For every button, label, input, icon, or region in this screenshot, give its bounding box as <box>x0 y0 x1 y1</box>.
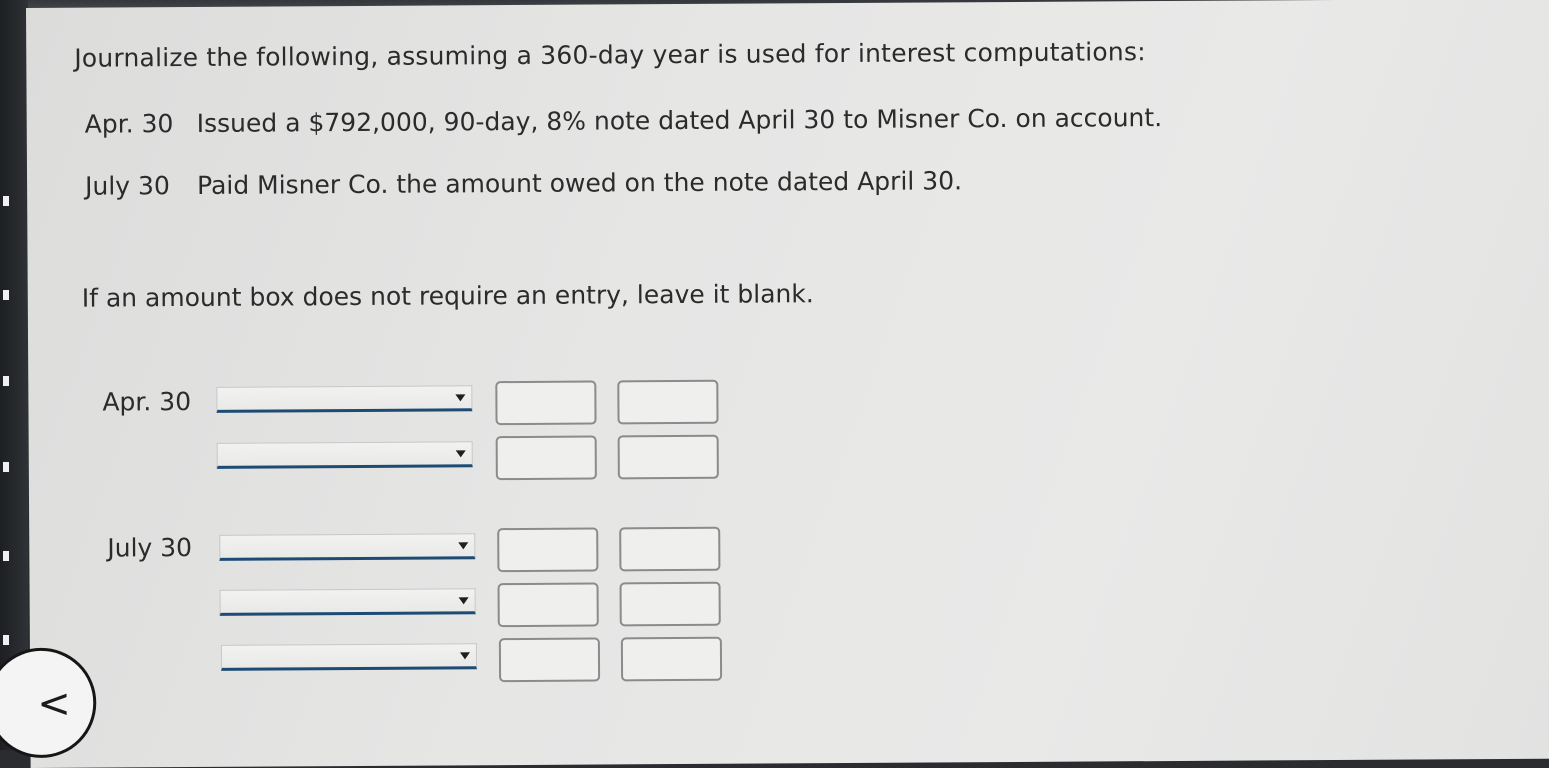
debit-amount-input[interactable] <box>495 381 596 426</box>
debit-amount-input[interactable] <box>497 528 598 573</box>
debit-amount-input[interactable] <box>496 436 597 481</box>
account-select[interactable] <box>219 533 475 561</box>
account-select[interactable] <box>221 643 477 671</box>
transaction-apr-30 <box>85 103 1163 139</box>
transaction-text: Paid Misner Co. the amount owed on the note dated April 30. <box>196 166 963 200</box>
entry-date-july-30: July 30 <box>107 532 193 563</box>
problem-panel <box>26 0 1549 768</box>
chevron-down-icon <box>458 542 468 549</box>
chevron-down-icon <box>455 394 465 401</box>
transaction-text: Issued a $792,000, 90-day, 8% note dated April 30 to Misner Co. on account. <box>196 103 1163 138</box>
account-select[interactable] <box>220 588 476 616</box>
chevron-down-icon <box>459 597 469 604</box>
credit-amount-input[interactable] <box>621 637 722 682</box>
account-select[interactable] <box>217 441 473 469</box>
back-button[interactable] <box>0 648 97 759</box>
transaction-july-30 <box>85 166 962 200</box>
account-select[interactable] <box>216 385 472 413</box>
chevron-left-icon: < <box>37 680 71 727</box>
chevron-down-icon <box>456 450 466 457</box>
transaction-date: July 30 <box>85 171 170 201</box>
credit-amount-input[interactable] <box>620 582 721 627</box>
instruction-text: If an amount box does not require an entry, leave it blank. <box>81 279 814 313</box>
entry-date-apr-30: Apr. 30 <box>102 386 192 417</box>
monitor-bezel-left <box>0 0 28 750</box>
credit-amount-input[interactable] <box>618 435 719 480</box>
debit-amount-input[interactable] <box>498 583 599 628</box>
question-text: Journalize the following, assuming a 360-day year is used for interest computations: <box>74 37 1146 73</box>
chevron-down-icon <box>460 652 470 659</box>
credit-amount-input[interactable] <box>619 527 720 572</box>
debit-amount-input[interactable] <box>499 638 600 683</box>
transaction-date: Apr. 30 <box>84 109 174 139</box>
credit-amount-input[interactable] <box>617 380 718 425</box>
